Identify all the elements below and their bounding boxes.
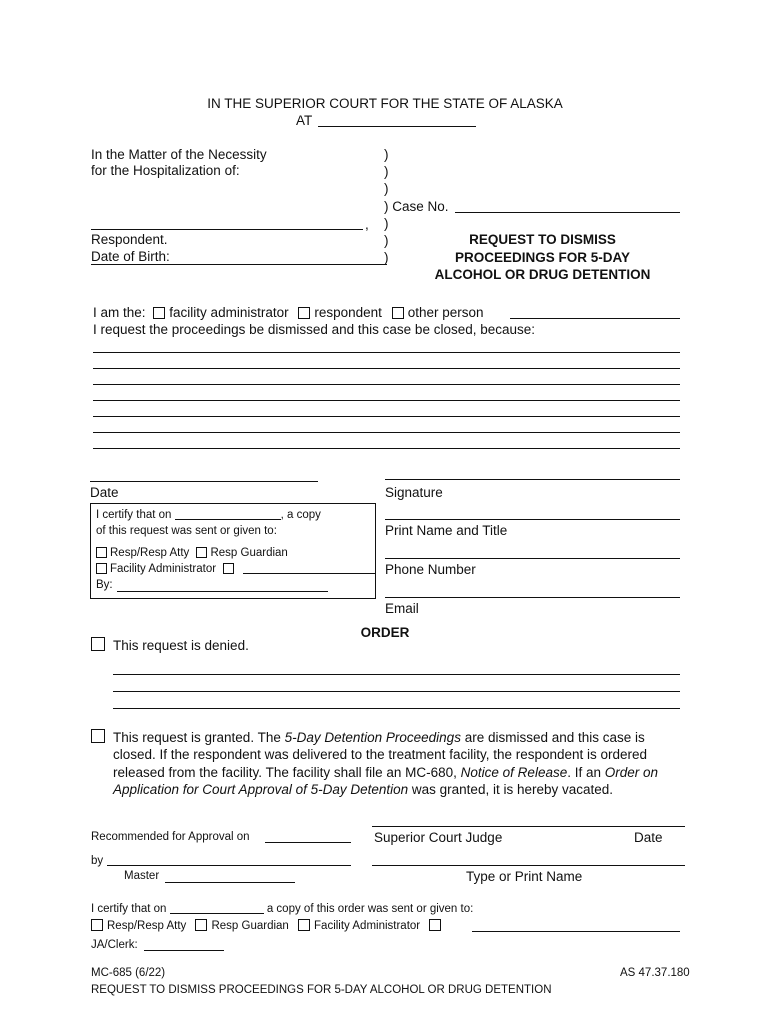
dist-resp-atty-label: Resp/Resp Atty [107, 920, 187, 932]
cert-options-row-1 [96, 546, 288, 561]
reason-line[interactable] [93, 416, 680, 417]
form-number: MC-685 (6/22) [91, 967, 166, 979]
granted-text: was granted, it is hereby vacated. [408, 782, 614, 797]
reason-line[interactable] [93, 368, 680, 369]
reason-line[interactable] [93, 448, 680, 449]
recommended-date-field[interactable] [265, 842, 351, 843]
caption-paren: ) [384, 233, 389, 248]
court-approval-term: Application for Court Approval of 5-Day Detention [113, 782, 409, 797]
requester-row [93, 304, 484, 321]
footer-form-title: REQUEST TO DISMISS PROCEEDINGS FOR 5-DAY ALCOHOL OR DRUG DETENTION [91, 984, 552, 996]
master-name-field[interactable] [165, 882, 295, 883]
denied-checkbox[interactable] [91, 637, 105, 651]
denied-reason-line[interactable] [113, 708, 680, 709]
other-person-checkbox[interactable] [392, 307, 404, 319]
cert-facility-admin-label: Facility Administrator [110, 563, 217, 575]
cert-by-label: By: [96, 579, 113, 591]
cert-options-row-2 [96, 562, 375, 577]
distribution-copy-label: a copy of this order was sent or given to: [266, 903, 474, 915]
judge-date-label: Date [634, 830, 663, 845]
print-name-field[interactable] [385, 519, 680, 520]
granted-text: released from the facility. The facility shall file an MC-680, [113, 765, 461, 780]
dist-facility-admin-label: Facility Administrator [314, 920, 421, 932]
distribution-date-field[interactable] [170, 913, 264, 914]
matter-line-2: for the Hospitalization of: [91, 163, 240, 178]
phone-label: Phone Number [385, 562, 476, 577]
distribution-on-label: I certify that on [91, 903, 167, 915]
granted-line-2: closed. If the respondent was delivered to the treatment facility, the respondent is ordered [113, 747, 648, 762]
granted-checkbox[interactable] [91, 729, 105, 743]
dob-label: Date of Birth: [91, 249, 170, 264]
distribution-options-row [91, 919, 445, 934]
facility-administrator-checkbox[interactable] [153, 307, 165, 319]
print-name-label: Print Name and Title [385, 523, 508, 538]
detention-proceedings-term: 5-Day Detention Proceedings [284, 730, 461, 745]
court-heading: IN THE SUPERIOR COURT FOR THE STATE OF ALASKA [207, 96, 563, 111]
clerk-field[interactable] [144, 950, 224, 951]
granted-text: . If an [567, 765, 605, 780]
cert-facility-admin-checkbox[interactable] [96, 563, 107, 574]
signature-label: Signature [385, 485, 443, 500]
master-signature-field[interactable] [107, 865, 351, 866]
reason-line[interactable] [93, 384, 680, 385]
dist-resp-guardian-label: Resp Guardian [211, 920, 289, 932]
approval-by-label: by [91, 855, 104, 867]
clerk-label: JA/Clerk: [91, 939, 138, 951]
granted-line-3 [113, 764, 658, 781]
caption-paren: ) [384, 164, 389, 179]
order-on-term: Order on [604, 765, 659, 780]
email-label: Email [385, 601, 419, 616]
signature-field[interactable] [385, 479, 680, 480]
respondent-checkbox[interactable] [298, 307, 310, 319]
granted-line-1 [113, 729, 645, 746]
cert-other-field[interactable] [243, 573, 375, 574]
type-print-label: Type or Print Name [466, 869, 583, 884]
other-person-label: other person [407, 305, 484, 320]
dist-resp-guardian-checkbox[interactable] [195, 919, 207, 931]
denied-label: This request is denied. [113, 638, 249, 653]
cert-by-field[interactable] [117, 591, 328, 592]
cert-date-field[interactable] [175, 519, 281, 520]
order-heading: ORDER [360, 625, 410, 640]
cert-other-checkbox[interactable] [223, 563, 234, 574]
distribution-line-1 [91, 902, 473, 917]
dist-facility-admin-checkbox[interactable] [298, 919, 310, 931]
reason-line[interactable] [93, 352, 680, 353]
at-label: AT [296, 113, 313, 128]
denied-reason-line[interactable] [113, 691, 680, 692]
cert-resp-atty-label: Resp/Resp Atty [110, 547, 190, 559]
dob-field[interactable] [91, 264, 387, 265]
cert-on-label: I certify that on [96, 509, 172, 521]
facility-administrator-label: facility administrator [169, 305, 289, 320]
form-title-line-2: PROCEEDINGS FOR 5-DAY [454, 250, 631, 265]
other-person-field[interactable] [510, 318, 680, 319]
cert-resp-guardian-checkbox[interactable] [196, 547, 207, 558]
caption-paren: ) [384, 147, 389, 162]
cert-line-2: of this request was sent or given to: [96, 525, 277, 537]
cert-resp-atty-checkbox[interactable] [96, 547, 107, 558]
date-label: Date [90, 485, 119, 500]
granted-text: This request is granted. The [113, 730, 285, 745]
judge-signature-field[interactable] [372, 826, 685, 827]
master-label: Master [124, 870, 160, 882]
cert-resp-guardian-label: Resp Guardian [210, 547, 288, 559]
dist-other-checkbox[interactable] [429, 919, 441, 931]
respondent-option-label: respondent [314, 305, 382, 320]
cert-copy-label: , a copy [280, 509, 321, 521]
form-title-line-3: ALCOHOL OR DRUG DETENTION [434, 267, 651, 282]
granted-line-4 [113, 781, 613, 798]
email-field[interactable] [385, 597, 680, 598]
case-no-label: ) Case No. [384, 199, 449, 214]
respondent-label: Respondent. [91, 232, 168, 247]
denied-reason-line[interactable] [113, 674, 680, 675]
notice-of-release-term: Notice of Release [460, 765, 568, 780]
dist-resp-atty-checkbox[interactable] [91, 919, 103, 931]
dist-other-field[interactable] [472, 931, 680, 932]
recommended-label: Recommended for Approval on [91, 831, 250, 843]
granted-text: are dismissed and this case is [460, 730, 645, 745]
caption-paren: ) [384, 250, 389, 265]
request-statement: I request the proceedings be dismissed and this case be closed, because: [93, 322, 536, 337]
reason-line[interactable] [93, 432, 680, 433]
form-title-line-1: REQUEST TO DISMISS [469, 232, 616, 247]
court-location-field[interactable] [318, 126, 476, 127]
judge-label: Superior Court Judge [374, 830, 503, 845]
case-no-field[interactable] [455, 212, 680, 213]
i-am-label: I am the: [93, 305, 146, 320]
respondent-name-field[interactable] [91, 229, 363, 230]
caption-paren: ) [384, 181, 389, 196]
judge-name-field[interactable] [372, 865, 685, 866]
phone-field[interactable] [385, 558, 680, 559]
date-field[interactable] [90, 481, 318, 482]
reason-line[interactable] [93, 400, 680, 401]
statute-reference: AS 47.37.180 [620, 967, 690, 979]
cert-line-1 [96, 508, 321, 523]
respondent-comma: , [365, 217, 369, 232]
caption-paren: ) [384, 216, 389, 231]
matter-line-1: In the Matter of the Necessity [91, 147, 267, 162]
